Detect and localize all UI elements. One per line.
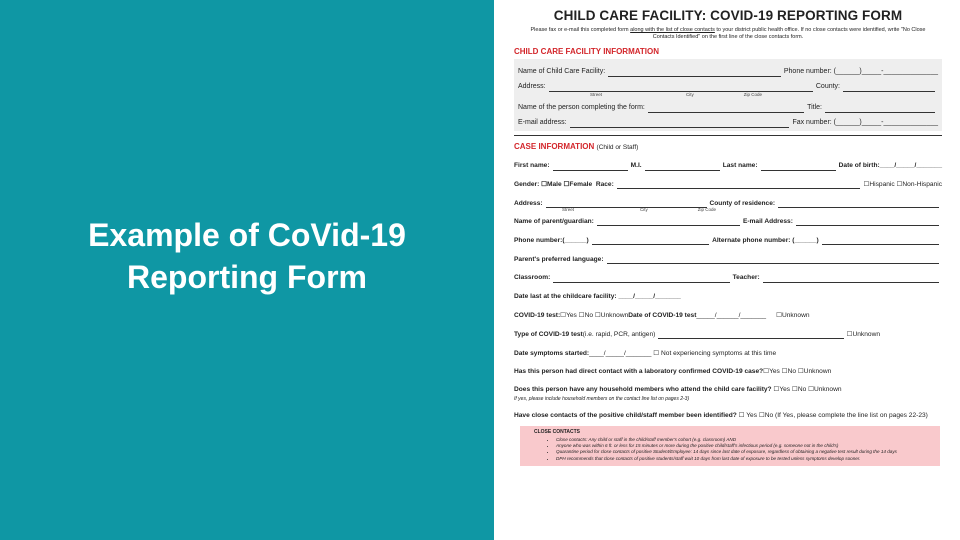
test-type-row: Type of COVID-19 test (i.e. rapid, PCR, antigen) ☐Unknown xyxy=(514,330,880,338)
direct-contact-row: Has this person had direct contact with a laboratory confirmed COVID-19 case? ☐Yes ☐No ☐Unknown xyxy=(514,368,832,376)
gender-row: Gender: ☐Male ☐Female Race: ☐Hispanic ☐Non-Hispanic xyxy=(514,181,942,189)
form-instructions: Please fax or e-mail this completed form along with the list of close contacts to your district public health office. If no close contacts were identified, write "No Close Contacts Identified" on the first line of the close contacts form. xyxy=(530,26,926,41)
address-sublabels: Street City Zip Code xyxy=(590,91,763,97)
name-row: First name: M.I. Last name: Date of birth:____/_____/_______ xyxy=(514,162,943,170)
case-address-sublabels: Street City Zip Code xyxy=(562,207,717,213)
close-identified-row: Have close contacts of the positive child/staff member been identified? ☐ Yes ☐No (If Yes, please complete the line list on pages 22-23) xyxy=(514,412,928,420)
language-row: Parent's preferred language: xyxy=(514,245,942,264)
covid-test-row: COVID-19 test: ☐Yes ☐No ☐Unknown Date of COVID-19 test _____/______/_______ ☐Unknown xyxy=(514,311,810,319)
contact-item: • Anyone who was within 6 ft. or less for 15 minutes or more during the positive child/staff's infectious period (e.g. someone not in the child's) xyxy=(556,443,934,449)
household-row: Does this person have any household members who attend the child care facility? ☐Yes ☐No ☐Unknown If yes, please include household members on the contact line list on pages 2-3) xyxy=(514,385,842,402)
divider xyxy=(514,135,942,136)
parent-row: Name of parent/guardian: E-mail Address: xyxy=(514,213,942,226)
classroom-row: Classroom: Teacher: xyxy=(514,264,942,283)
symptoms-row: Date symptoms started: ____/_____/_______ ☐ Not experiencing symptoms at this time xyxy=(514,349,777,357)
contact-item: • Close contacts: Any child or staff in the child/staff member's cohort (e.g. classroom) AND xyxy=(556,437,934,443)
close-contacts-box: CLOSE CONTACTS • Close contacts: Any child or staff in the child/staff member's cohort (e.g. classroom) AND • Anyone who was within 6 ft. or less for 15 minutes or more during the positive child/staff's infectious period (e.g. someone not in the child's) • Quarantine period for close contacts of positive Student/Employee: 14 days since last date of exposure, regardless of obtaining a negative test result during the 14 days • DPH recommends that close contacts of positive students/staff wait 10 days from last date of exposure to be tested unless symptoms develop sooner. xyxy=(520,426,940,466)
case-heading: CASE INFORMATION (Child or Staff) xyxy=(514,141,639,151)
case-address-row: Address: County of residence: xyxy=(514,189,942,208)
date-last-row: Date last at the childcare facility: ____/_____/_______ xyxy=(514,293,681,301)
contact-item: • DPH recommends that close contacts of positive students/staff wait 10 days from last date of exposure to be tested unless symptoms develop sooner. xyxy=(556,456,934,462)
facility-name-row: Name of Child Care Facility: Phone number: (______)_____-______________ xyxy=(518,67,938,75)
reporting-form-image xyxy=(514,0,942,540)
facility-section xyxy=(514,59,942,131)
contact-item: • Quarantine period for close contacts of positive Student/Employee: 14 days since last date of exposure, regardless of obtaining a negative test result during the 14 days xyxy=(556,449,934,455)
phone-row: Phone number:(______) Alternate phone number: (______) xyxy=(514,226,942,245)
email-row: E-mail address: Fax number: (______)_____-______________ xyxy=(518,118,938,126)
slide-title: Example of CoVid-19 Reporting Form xyxy=(88,217,406,295)
facility-heading: CHILD CARE FACILITY INFORMATION xyxy=(514,46,660,56)
person-row: Name of the person completing the form: Title: xyxy=(518,98,938,113)
facility-address-row: Address: County: xyxy=(518,77,938,92)
form-title: CHILD CARE FACILITY: COVID-19 REPORTING FORM xyxy=(553,8,903,23)
